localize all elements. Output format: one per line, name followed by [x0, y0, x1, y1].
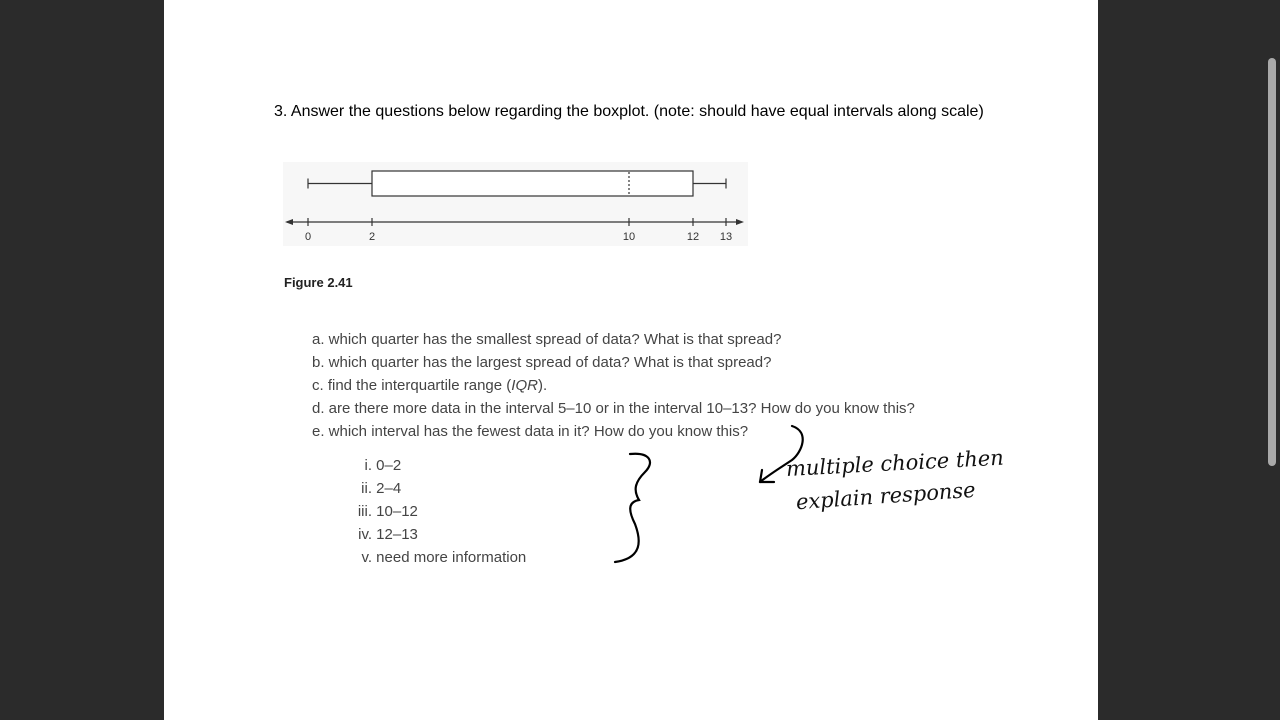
- boxplot-figure: [283, 162, 748, 246]
- note-line-1: multiple choice then: [785, 445, 1005, 481]
- note-line-2: explain response: [795, 477, 977, 515]
- tick-label: 13: [719, 231, 733, 243]
- answer-choices: [340, 454, 560, 569]
- boxplot-svg: [283, 162, 748, 246]
- axis-arrow-left: [285, 219, 293, 225]
- scrollbar-thumb[interactable]: [1268, 58, 1276, 466]
- sub-question-list: [312, 328, 915, 443]
- tick-label: 2: [368, 231, 376, 243]
- sub-question-c: c. find the interquartile range (IQR).: [312, 377, 548, 394]
- sub-question-d: d. are there more data in the interval 5–10 or in the interval 10–13? How do you know this?: [312, 400, 915, 417]
- handwritten-brace: [605, 448, 665, 568]
- choice-item: ii. 2–4: [361, 480, 402, 497]
- sub-question-e: e. which interval has the fewest data in it? How do you know this?: [312, 423, 749, 440]
- choice-item: iv. 12–13: [358, 526, 418, 543]
- iqr-abbrev: IQR: [511, 377, 538, 394]
- question-text: 3. Answer the questions below regarding the boxplot. (note: should have equal intervals along scale): [274, 103, 984, 120]
- tick-label: 0: [304, 231, 312, 243]
- handwritten-note: [785, 445, 1036, 520]
- box-iqr: [372, 171, 693, 196]
- axis-arrow-right: [736, 219, 744, 225]
- choice-item: i. 0–2: [364, 457, 402, 474]
- choice-item: iii. 10–12: [357, 503, 418, 520]
- figure-caption: Figure 2.41: [284, 275, 353, 290]
- tick-label: 10: [622, 231, 636, 243]
- sub-question-a: a. which quarter has the smallest spread of data? What is that spread?: [312, 331, 782, 348]
- sub-question-b: b. which quarter has the largest spread of data? What is that spread?: [312, 354, 772, 371]
- tick-label: 12: [686, 231, 700, 243]
- choice-item: v. need more information: [361, 549, 527, 566]
